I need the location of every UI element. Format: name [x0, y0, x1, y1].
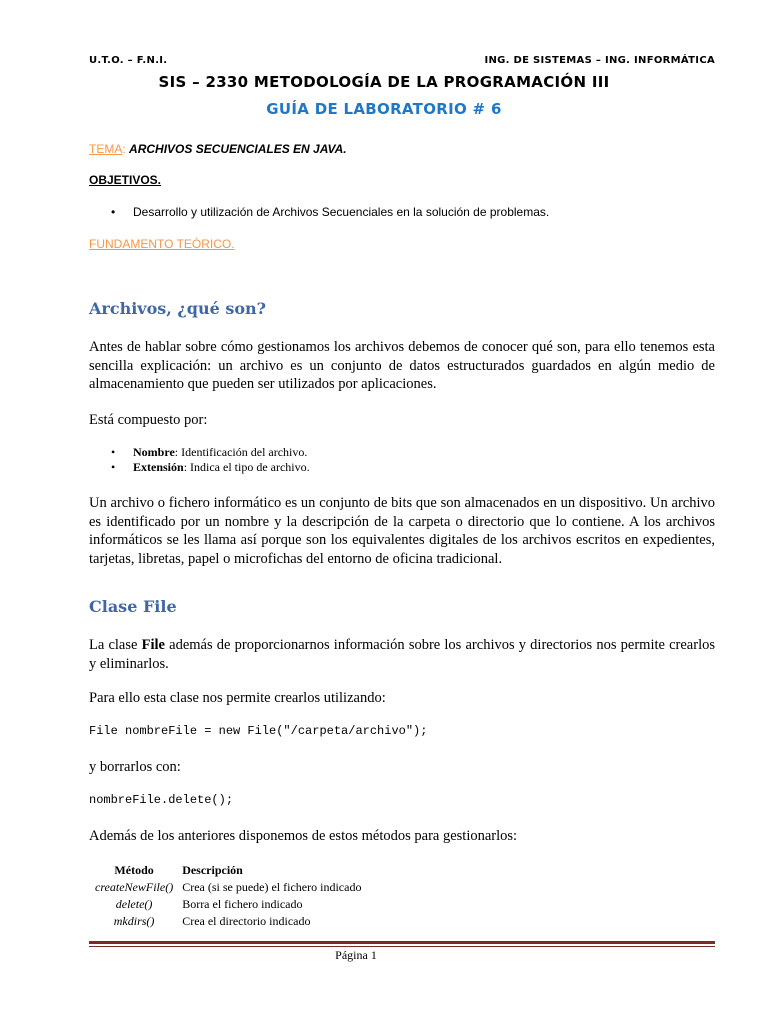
- section-heading-archivos: Archivos, ¿qué son?: [89, 299, 267, 318]
- section-heading-clase-file: Clase File: [89, 597, 177, 616]
- paragraph: Un archivo o fichero informático es un conjunto de bits que son almacenados en un dispositivo. Un archivo es identificado por un nombre y la descripción de la carpeta o directorio que lo contiene. A los archivos informáticos se les llama así porque son los equivalentes digitales de los archivos escritos en expedientes, tarjetas, libretas, papel o microfichas del entorno de oficina tradicional.: [89, 495, 715, 567]
- table-row: [90, 896, 366, 913]
- table-header: Método: [114, 863, 154, 877]
- table-cell-desc: Borra el fichero indicado: [182, 897, 303, 911]
- table-cell-method: mkdirs(): [113, 914, 155, 928]
- header-right: ING. DE SISTEMAS – ING. INFORMÁTICA: [484, 55, 715, 66]
- tema-value: ARCHIVOS SECUENCIALES EN JAVA.: [129, 142, 347, 156]
- bullet-icon: •: [111, 205, 116, 219]
- paragraph: Está compuesto por:: [89, 412, 208, 428]
- tema-separator: :: [122, 142, 126, 156]
- methods-table: [90, 862, 366, 930]
- fundamento-heading: FUNDAMENTO TEÓRICO.: [89, 237, 235, 251]
- paragraph: Para ello esta clase nos permite crearlos utilizando:: [89, 690, 386, 706]
- list-item-term: Extensión: [133, 460, 184, 474]
- objetivos-item-text: Desarrollo y utilización de Archivos Secuenciales en la solución de problemas.: [133, 205, 550, 219]
- bullet-icon: •: [111, 460, 116, 474]
- objetivos-item: [111, 205, 549, 219]
- composition-list: [111, 445, 310, 475]
- header-left: U.T.O. – F.N.I.: [89, 55, 168, 66]
- list-item-desc: : Identificación del archivo.: [174, 445, 308, 459]
- table-cell-method: createNewFile(): [95, 880, 174, 894]
- paragraph: y borrarlos con:: [89, 759, 181, 775]
- table-row: [90, 879, 366, 896]
- para-bold: File: [141, 637, 165, 653]
- para-text: además de proporcionarnos información sobre los archivos y directorios nos permite crearlos y eliminarlos.: [89, 637, 715, 672]
- footer-rule: [89, 941, 715, 944]
- table-header-row: [90, 862, 366, 879]
- tema-line: [89, 142, 347, 156]
- course-title: SIS – 2330 METODOLOGÍA DE LA PROGRAMACIÓN III: [158, 73, 610, 91]
- paragraph: [89, 636, 715, 673]
- table-header: Descripción: [182, 863, 243, 877]
- table-row: [90, 913, 366, 930]
- footer-rule-thin: [89, 946, 715, 947]
- code-snippet: nombreFile.delete();: [89, 793, 234, 807]
- code-snippet: File nombreFile = new File("/carpeta/archivo");: [89, 724, 428, 738]
- list-item: [111, 460, 310, 475]
- table-cell-desc: Crea (si se puede) el fichero indicado: [182, 880, 362, 894]
- list-item: [111, 445, 310, 460]
- table-cell-desc: Crea el directorio indicado: [182, 914, 311, 928]
- guide-title: GUÍA DE LABORATORIO # 6: [266, 100, 502, 118]
- paragraph: Además de los anteriores disponemos de estos métodos para gestionarlos:: [89, 828, 518, 844]
- list-item-desc: : Indica el tipo de archivo.: [183, 460, 310, 474]
- list-item-term: Nombre: [133, 445, 175, 459]
- page-number: Página 1: [335, 948, 377, 962]
- para-text: La clase: [89, 637, 142, 653]
- objetivos-heading: OBJETIVOS.: [89, 173, 162, 187]
- bullet-icon: •: [111, 445, 116, 459]
- paragraph: Antes de hablar sobre cómo gestionamos los archivos debemos de conocer qué son, para ello tenemos esta sencilla explicación: un archivo es un conjunto de datos estructurados guardados en algún medio de almacenamiento que pueden ser utilizados por aplicaciones.: [89, 339, 715, 392]
- table-cell-method: delete(): [115, 897, 153, 911]
- tema-label: TEMA: [89, 142, 123, 156]
